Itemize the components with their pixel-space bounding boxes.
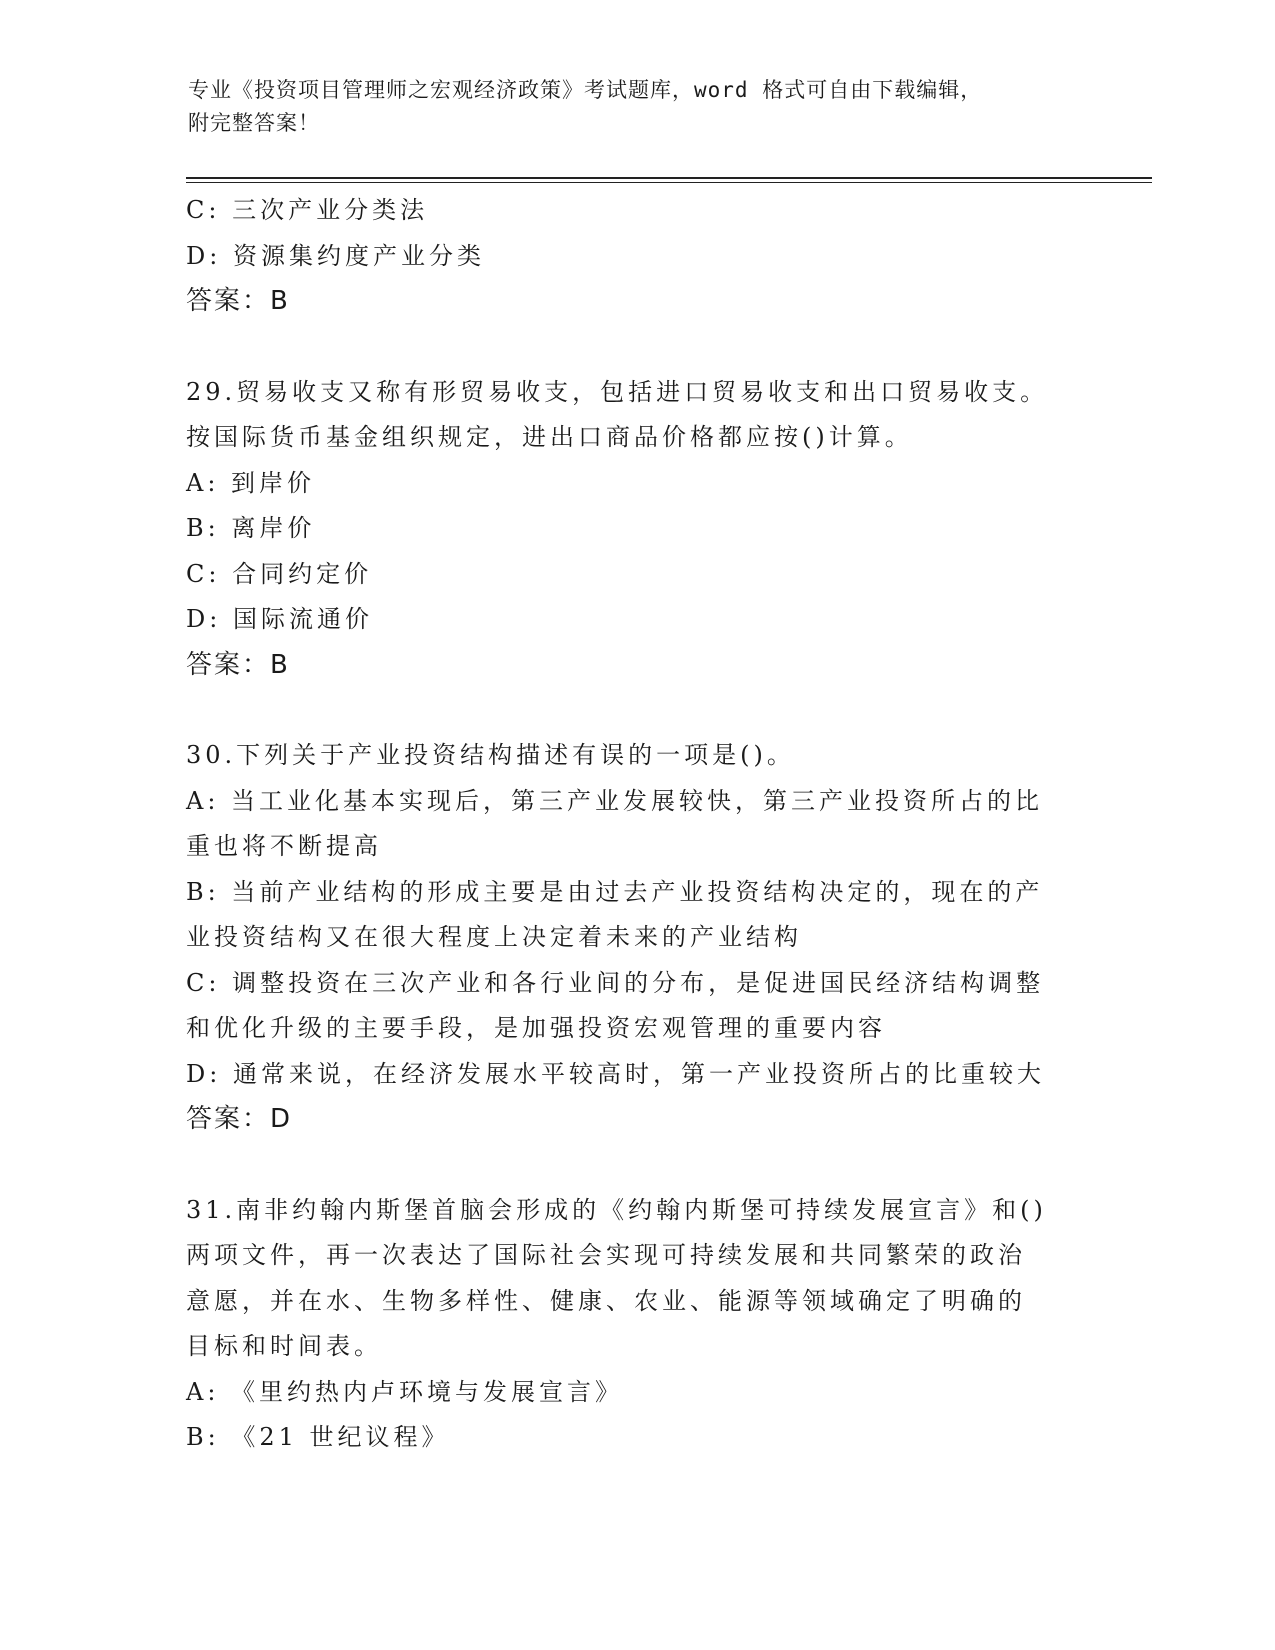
answer: 答案：B (186, 649, 290, 680)
question-31 (186, 1188, 1076, 1461)
question-list (186, 188, 1076, 1461)
question-stem: 31.南非约翰内斯堡首脑会形成的《约翰内斯堡可持续发展宣言》和() (186, 1195, 1047, 1224)
header-line-1: 专业《投资项目管理师之宏观经济政策》考试题库，word 格式可自由下载编辑， (188, 78, 983, 102)
option-a-continued: 重也将不断提高 (186, 832, 382, 860)
option-b-continued: 业投资结构又在很大程度上决定着未来的产业结构 (186, 923, 802, 951)
question-gap (186, 1143, 1076, 1188)
option-c: C: 合同约定价 (186, 559, 373, 588)
answer: 答案：B (186, 286, 290, 316)
option-b: B: 当前产业结构的形成主要是由过去产业投资结构决定的，现在的产 (186, 877, 1044, 906)
option-a: A: 当工业化基本实现后，第三产业发展较快，第三产业投资所占的比 (186, 786, 1044, 815)
header-divider-thick (186, 177, 1152, 179)
question-stem: 按国际货币基金组织规定，进出口商品价格都应按()计算。 (186, 423, 913, 451)
option-c-continued: 和优化升级的主要手段，是加强投资宏观管理的重要内容 (186, 1014, 886, 1042)
option-d: D: 资源集约度产业分类 (186, 241, 485, 270)
question-gap (186, 325, 1076, 370)
question-stem: 目标和时间表。 (186, 1332, 382, 1360)
question-gap (186, 688, 1076, 733)
question-stem: 两项文件，再一次表达了国际社会实现可持续发展和共同繁荣的政治 (186, 1241, 1026, 1269)
page-header (188, 74, 1068, 140)
header-line-2: 附完整答案！ (188, 111, 320, 135)
question-stem: 意愿，并在水、生物多样性、健康、农业、能源等领域确定了明确的 (186, 1286, 1026, 1315)
option-a: A: 到岸价 (186, 468, 316, 497)
header-divider-thin (186, 182, 1152, 183)
question-stem: 29.贸易收支又称有形贸易收支，包括进口贸易收支和出口贸易收支。 (186, 377, 1049, 406)
option-b: B: 离岸价 (186, 514, 316, 542)
option-c: C: 三次产业分类法 (186, 196, 429, 224)
option-d: D: 通常来说，在经济发展水平较高时，第一产业投资所占的比重较大 (186, 1059, 1045, 1088)
option-b: B: 《21 世纪议程》 (186, 1423, 450, 1451)
question-29 (186, 370, 1076, 689)
question-30 (186, 733, 1076, 1143)
option-a: A: 《里约热内卢环境与发展宣言》 (186, 1377, 624, 1406)
answer: 答案：D (186, 1104, 293, 1134)
question-28 (186, 188, 1076, 325)
option-c: C: 调整投资在三次产业和各行业间的分布，是促进国民经济结构调整 (186, 968, 1045, 997)
question-stem: 30.下列关于产业投资结构描述有误的一项是()。 (186, 741, 795, 769)
option-d: D: 国际流通价 (186, 605, 373, 633)
